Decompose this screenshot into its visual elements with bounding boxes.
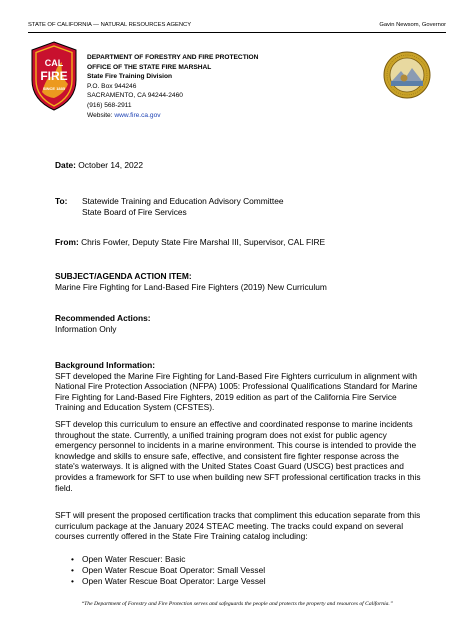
date-label: Date: — [55, 160, 76, 170]
actions-section — [55, 313, 425, 334]
agency-name: STATE OF CALIFORNIA — NATURAL RESOURCES AGENCY — [28, 22, 192, 28]
course-list — [55, 554, 425, 587]
subject-text: Marine Fire Fighting for Land-Based Fire Fighters (2019) New Curriculum — [55, 281, 327, 292]
bullet-icon: • — [71, 576, 74, 586]
logo-text-top: CAL — [44, 58, 64, 68]
bullet-icon: • — [71, 565, 74, 575]
date-row — [55, 160, 143, 171]
to-recipients — [82, 196, 284, 218]
list-item — [55, 576, 425, 587]
date-value: October 14, 2022 — [78, 160, 143, 170]
cal-fire-logo — [28, 40, 80, 112]
phone-number: (916) 568-2911 — [87, 101, 132, 109]
po-box: P.O. Box 944246 — [87, 82, 137, 90]
footer-motto: “The Department of Forestry and Fire Protection serves and safeguards the people and protects the property and resources of California.” — [81, 601, 393, 607]
list-item — [55, 565, 425, 576]
logo-text-bottom: SINCE 1885 — [42, 86, 66, 91]
letterhead — [87, 53, 258, 120]
department-name: DEPARTMENT OF FORESTRY AND FIRE PROTECTION — [87, 54, 259, 61]
top-bar — [28, 22, 446, 34]
from-value: Chris Fowler, Deputy State Fire Marshal III, Supervisor, CAL FIRE — [81, 237, 326, 247]
course-name: Open Water Rescuer: Basic — [82, 554, 186, 564]
bullet-icon: • — [71, 554, 74, 564]
website-line — [87, 111, 258, 121]
website-link[interactable]: www.fire.ca.gov — [114, 111, 161, 119]
state-seal-icon — [383, 51, 431, 99]
subject-section — [55, 271, 425, 292]
logo-text-main: FIRE — [40, 69, 68, 83]
course-list-section — [55, 554, 425, 587]
background-paragraph-3: SFT will present the proposed certification tracks that compliment this education separate from this curriculum package at the January 2024 STEAC meeting. The tracks could expand on several courses currently offered in the State Fire Training catalog including: — [55, 510, 421, 542]
to-recipient: Statewide Training and Education Advisory Committee — [82, 196, 284, 206]
to-row — [55, 196, 67, 207]
office-name: OFFICE OF THE STATE FIRE MARSHAL — [87, 63, 212, 71]
to-recipient: State Board of Fire Services — [82, 207, 187, 217]
from-row — [55, 237, 325, 248]
background-paragraph-2: SFT develop this curriculum to ensure an effective and coordinated response to marine incidents throughout the state. Currently, a unified training program does not exist for public agency emergency personnel to incidents in a marine environment. This course is intended to provide the knowledge and skills to ensure safe, effective, and consistent fire fighter response across the state's waterways. It is aligned with the United States Coast Guard (USCG) best practices and provides a framework for SFT to use when building new SFT professional certification tracks in this field. — [55, 419, 421, 493]
division-name: State Fire Training Division — [87, 73, 173, 81]
course-name: Open Water Rescue Boat Operator: Large Vessel — [82, 576, 266, 586]
background-paragraph-1: SFT developed the Marine Fire Fighting for Land-Based Fire Fighters curriculum in alignment with National Fire Protection Association (NFPA) 1005: Professional Qualifications Standard for Marine Fire Fighting for Land-Based Fire Fighters, 2019 edition as part of the California Fire Service Training and Education System (CFSTES). — [55, 370, 418, 413]
list-item — [55, 554, 425, 565]
header-rule — [28, 32, 446, 33]
background-section — [55, 360, 425, 413]
actions-text: Information Only — [55, 323, 117, 334]
from-label: From: — [55, 237, 79, 247]
subject-heading: SUBJECT/AGENDA ACTION ITEM: — [55, 271, 192, 281]
background-heading: Background Information: — [55, 360, 156, 370]
city-address: SACRAMENTO, CA 94244-2460 — [87, 92, 183, 100]
actions-heading: Recommended Actions: — [55, 313, 151, 323]
governor-name: Gavin Newsom, Governor — [379, 22, 446, 28]
to-label: To: — [55, 196, 68, 206]
course-name: Open Water Rescue Boat Operator: Small Vessel — [82, 565, 266, 575]
website-label: Website: — [87, 111, 113, 119]
